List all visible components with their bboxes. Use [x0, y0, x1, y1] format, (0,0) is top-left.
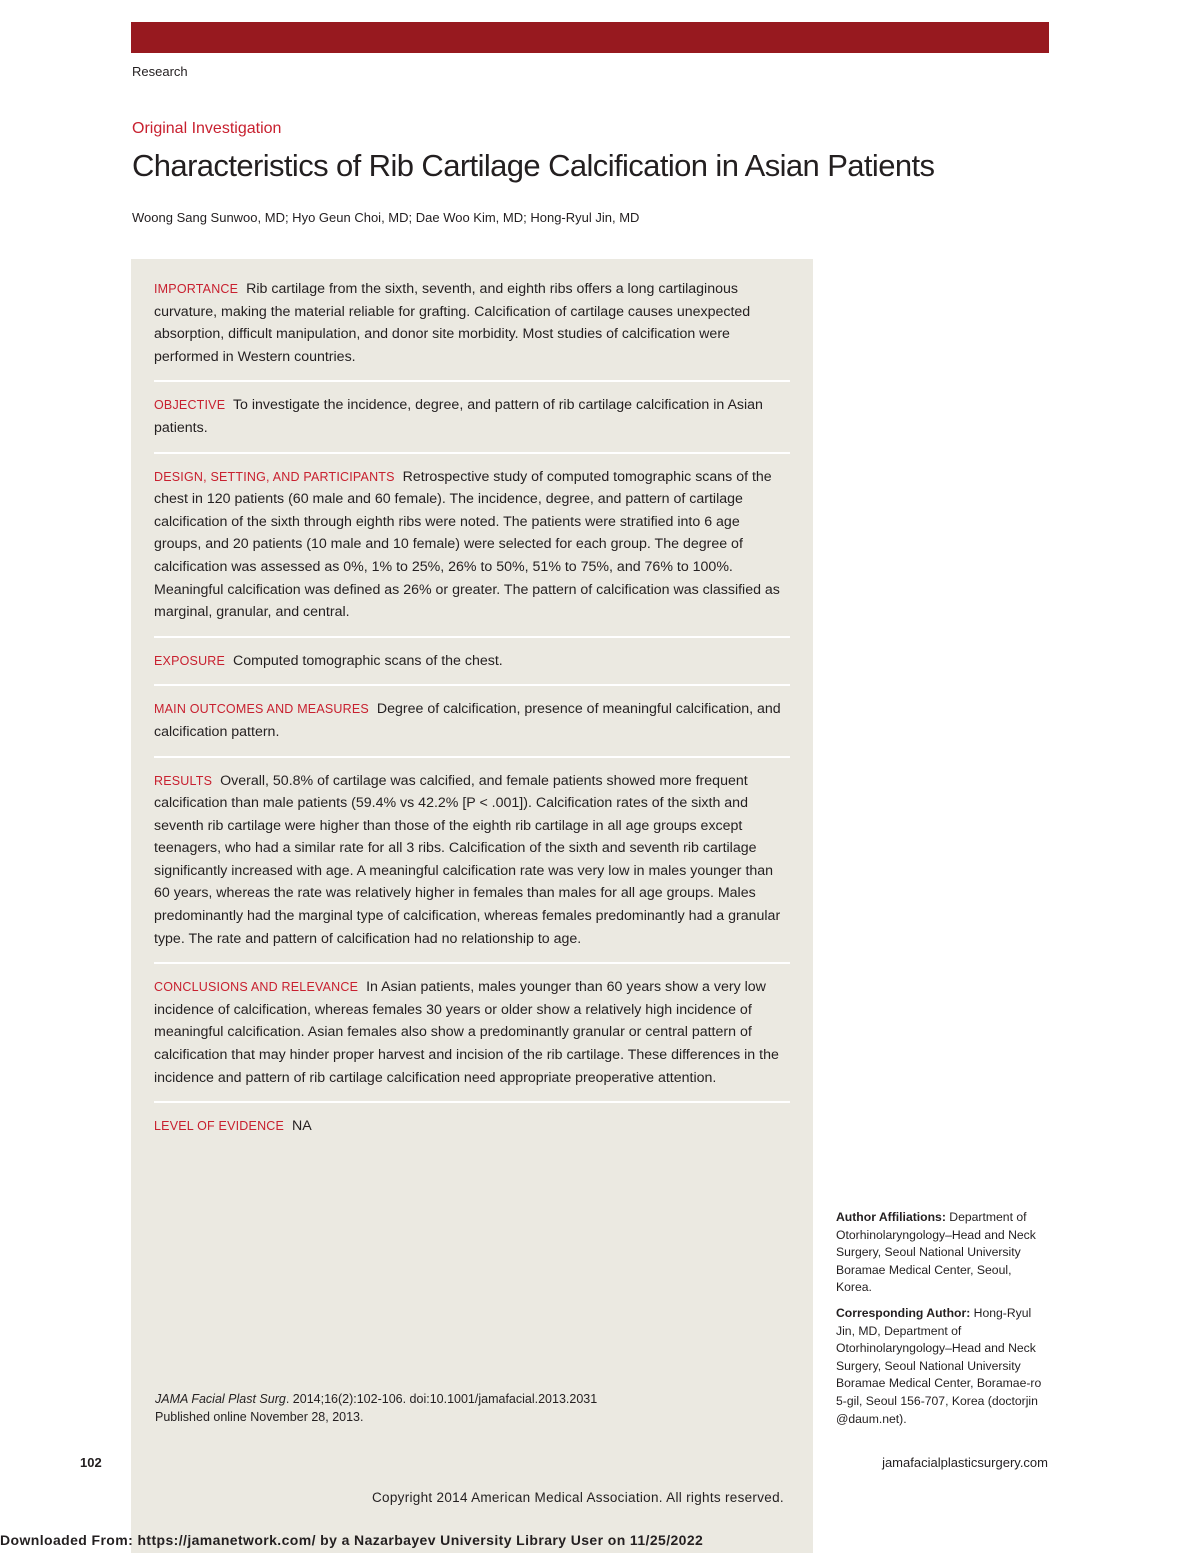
abstract-outcomes: [154, 698, 790, 757]
outcomes-heading: MAIN OUTCOMES AND MEASURES: [154, 702, 369, 717]
citation-journal: JAMA Facial Plast Surg: [155, 1392, 286, 1406]
journal-header-bar: [131, 22, 1049, 53]
citation-published: Published online November 28, 2013.: [155, 1410, 364, 1424]
evidence-heading: LEVEL OF EVIDENCE: [154, 1119, 285, 1134]
article-title: Characteristics of Rib Cartilage Calcification in Asian Patients: [132, 148, 935, 183]
abstract-design: [154, 466, 790, 638]
results-text: Overall, 50.8% of cartilage was calcified, and female patients showed more frequent calcification than male patients (59.4% vs 42.2% [P < .001]). Calcification rates of the sixth and seventh rib cartilage were higher than those of the eighth rib cartilage in all age groups except teenagers, who had a similar rate for all 3 ribs. Calcification of the sixth and seventh rib cartilage significantly increased with age. A meaningful calcification rate was very low in males younger than 60 years, whereas the rate was relatively higher in females than males for all age groups. Males predominantly had the marginal type of calcification, whereas females predominantly had a granular type. The rate and pattern of calcification had no relationship to age.: [154, 772, 781, 947]
abstract-results: [154, 770, 790, 965]
affiliations-label: Author Affiliations:: [836, 1210, 946, 1224]
page-number: 102: [80, 1455, 102, 1470]
corresponding-author: [836, 1305, 1048, 1428]
results-heading: RESULTS: [154, 773, 213, 788]
citation-line: [155, 1390, 597, 1408]
journal-website: jamafacialplasticsurgery.com: [882, 1455, 1048, 1470]
abstract-exposure: [154, 650, 790, 687]
importance-text: Rib cartilage from the sixth, seventh, and eighth ribs offers a long cartilaginous curvature, making the material reliable for grafting. Calcification of cartilage causes unexpected absorption, difficult manipulation, and donor site morbidity. Most studies of calcification were performed in Western countries.: [154, 281, 751, 365]
affiliations-text: Department of Otorhinolaryngology–Head and Neck Surgery, Seoul National University Boramae Medical Center, Seoul, Korea.: [836, 1210, 1036, 1295]
abstract-conclusions: [154, 976, 790, 1103]
citation: [155, 1390, 597, 1426]
copyright-notice: Copyright 2014 American Medical Association. All rights reserved.: [372, 1490, 784, 1505]
author-list: Woong Sang Sunwoo, MD; Hyo Geun Choi, MD; Dae Woo Kim, MD; Hong-Ryul Jin, MD: [132, 210, 640, 225]
objective-heading: OBJECTIVE: [154, 398, 226, 413]
importance-heading: IMPORTANCE: [154, 282, 239, 296]
objective-text: To investigate the incidence, degree, and pattern of rib cartilage calcification in Asian patients.: [154, 397, 763, 436]
evidence-text: NA: [292, 1118, 312, 1135]
author-sidebar: [836, 1209, 1048, 1436]
abstract-objective: [154, 394, 790, 453]
abstract-importance: [154, 278, 790, 382]
conclusions-heading: CONCLUSIONS AND RELEVANCE: [154, 980, 359, 995]
exposure-heading: EXPOSURE: [154, 653, 226, 668]
section-label: Research: [132, 64, 188, 79]
outcomes-text: Degree of calcification, presence of meaningful calcification, and calcification pattern.: [154, 701, 781, 740]
conclusions-text: In Asian patients, males younger than 60 years show a very low incidence of calcification, whereas females 30 years or older show a relatively high incidence of meaningful calcification. Asian females also show a predominantly granular or central pattern of calcification that may hinder proper harvest and incision of the rib cartilage. These differences in the incidence and pattern of rib cartilage calcification need appropriate preoperative attention.: [154, 979, 779, 1086]
article-type: Original Investigation: [132, 120, 282, 137]
corresponding-label: Corresponding Author:: [836, 1305, 971, 1320]
author-affiliations: [836, 1209, 1048, 1297]
download-notice: Downloaded From: https://jamanetwork.com/ by a Nazarbayev University Library User on 11/25/2022: [0, 1532, 704, 1548]
citation-details: . 2014;16(2):102-106. doi:10.1001/jamafacial.2013.2031: [285, 1392, 598, 1406]
exposure-text: Computed tomographic scans of the chest.: [233, 652, 503, 669]
design-heading: DESIGN, SETTING, AND PARTICIPANTS: [154, 469, 395, 484]
abstract-content: [154, 278, 790, 1162]
design-text: Retrospective study of computed tomographic scans of the chest in 120 patients (60 male and 60 female). The incidence, degree, and pattern of cartilage calcification of the sixth through eighth ribs were noted. The patients were stratified into 6 age groups, and 20 patients (10 male and 10 female) were selected for each group. The degree of calcification was assessed as 0%, 1% to 25%, 26% to 50%, 51% to 75%, and 76% to 100%. Meaningful calcification was defined as 26% or greater. The pattern of calcification was classified as marginal, granular, and central.: [154, 468, 780, 621]
abstract-evidence: [154, 1115, 790, 1150]
corresponding-text: Hong-Ryul Jin, MD, Department of Otorhinolaryngology–Head and Neck Surgery, Seoul National University Boramae Medical Center, Boramae-ro 5-gil, Seoul 156-707, Korea (doctorjin @daum.net).: [836, 1305, 1042, 1426]
abstract-panel: [131, 259, 813, 1553]
